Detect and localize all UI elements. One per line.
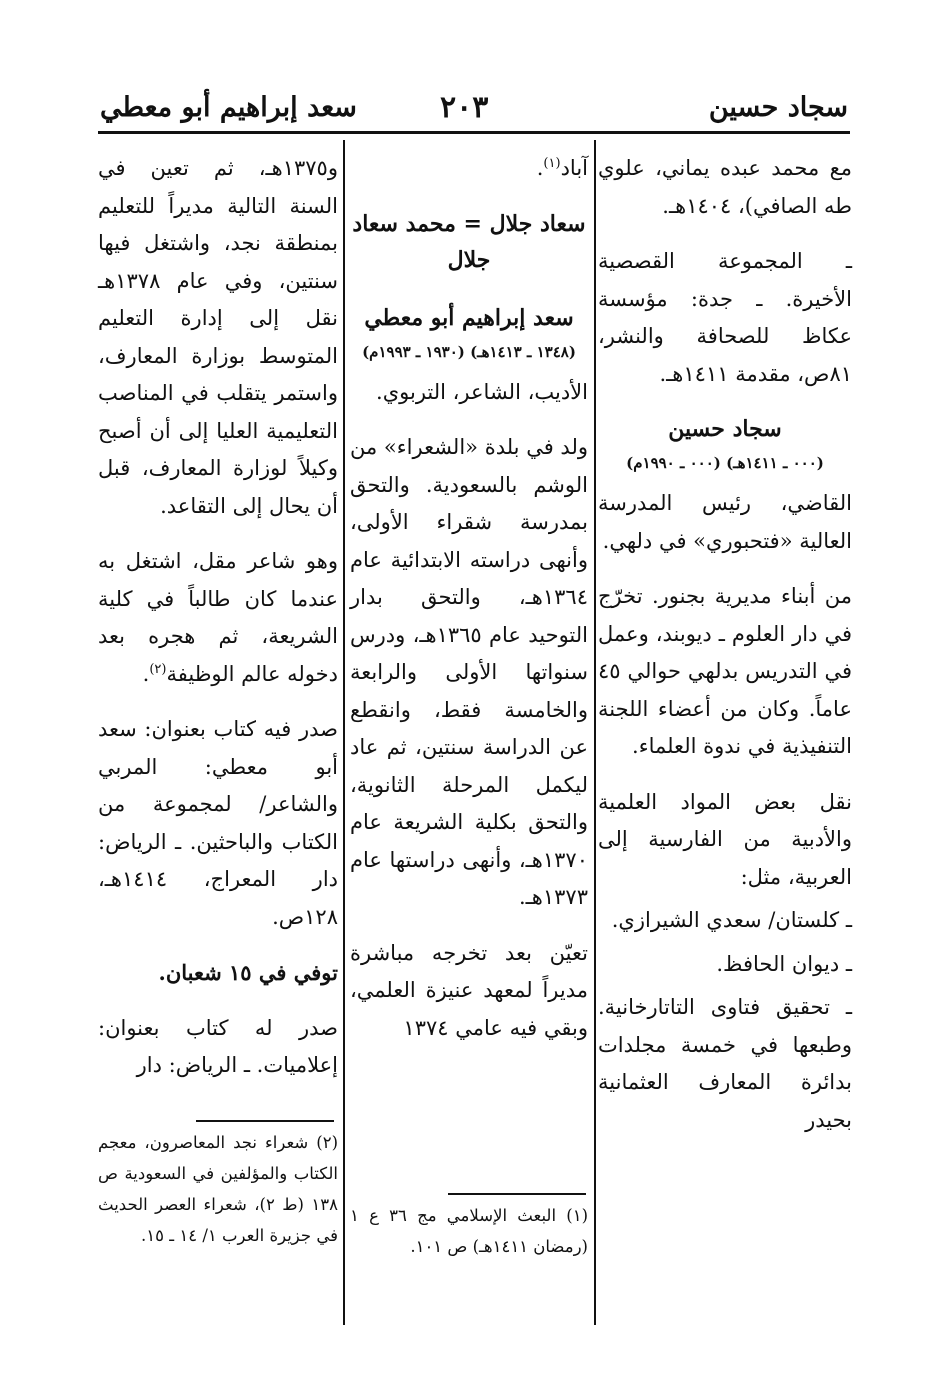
paragraph <box>350 150 588 188</box>
list-item: ـ كلستان/ سعدي الشيرازي. <box>611 908 852 932</box>
paragraph: صدر له كتاب بعنوان: إعلاميات. ـ الرياض: دار <box>98 1015 338 1077</box>
footnote-rule <box>448 1193 586 1195</box>
footnote: (١) البعث الإسلامي مج ٣٦ ع ١ (رمضان ١٤١١هـ) ص ١٠١. <box>350 1206 588 1256</box>
middle-column <box>350 150 588 1065</box>
footnote-marker: (١) <box>543 156 561 171</box>
paragraph-text: آباد <box>560 156 588 180</box>
footnote: (٢) شعراء نجد المعاصرون، معجم الكتاب والمؤلفين في السعودية ص ١٣٨ (ط ٢)، شعراء العصر الحديث في جزيرة العرب ١/ ١٤ ـ ١٥. <box>98 1133 339 1245</box>
entry-title: سجاد حسين <box>668 416 782 442</box>
header-rule <box>98 131 850 134</box>
entry-title: سعد إبراهيم أبو معطي <box>364 304 574 331</box>
paragraph <box>98 543 338 693</box>
cross-reference: سعاد جلال = محمد سعاد جلال <box>352 210 586 273</box>
entry-dates: (١٣٤٨ ـ ١٤١٣هـ) (١٩٣٠ ـ ١٩٩٣م) <box>362 342 576 361</box>
paragraph: و١٣٧٥هـ، ثم تعين في السنة التالية مديراً للتعليم بمنطقة نجد، واشتغل فيها سنتين، وفي عام ١٣٧٨هـ نقل إلى إدارة التعليم المتوسط بوزارة المعارف، واستمر يتقلب في المناصب التعليمية العليا إلى أن أصبح وكيلاً لوزارة المعارف، قبل أن يحال إلى التقاعد. <box>98 156 338 518</box>
paragraph-end: . <box>142 661 150 686</box>
paragraph-end: . <box>536 156 544 180</box>
running-header-right: سجاد حسين <box>708 92 848 123</box>
left-column <box>98 150 338 1103</box>
footnote-rule <box>196 1120 334 1122</box>
paragraph: القاضي، رئيس المدرسة العالية «فتحبوري» في دلهي. <box>598 491 852 553</box>
paragraph: صدر فيه كتاب بعنوان: سعد أبو معطي: المربي والشاعر/ لمجموعة من الكتاب والباحثين. ـ الرياض: دار المعراج، ١٤١٤هـ، ١٢٨ص. <box>98 717 338 929</box>
running-header-left: سعد إبراهيم أبو معطي <box>100 92 357 123</box>
paragraph: نقل بعض المواد العلمية والأدبية من الفارسية إلى العربية، مثل: <box>598 789 852 889</box>
column-divider-right <box>594 140 596 1325</box>
entry-dates: (٠٠٠ ـ ١٤١١هـ) (٠٠٠ ـ ١٩٩٠م) <box>626 454 824 472</box>
paragraph: تعيّن بعد تخرجه مباشرة مديراً لمعهد عنيزة العلمي، وبقي فيه عامي ١٣٧٤ <box>350 940 588 1040</box>
list-item: ـ ديوان الحافظ. <box>716 951 852 976</box>
footnote-marker: (٢) <box>149 661 167 677</box>
list-item: ـ تحقيق فتاوى التاتارخانية. وطبعها في خمسة مجلدات بدائرة المعارف العثمانية بحيدر <box>598 995 852 1132</box>
column-divider-left <box>343 140 345 1325</box>
paragraph: توفي في ١٥ شعبان. <box>158 960 338 985</box>
paragraph: من أبناء مديرية بجنور. تخرّج في دار العلوم ـ ديوبند، وعمل في التدريس بدلهي حوالي ٤٥ عاماً. وكان من أعضاء اللجنة التنفيذية في ندوة العلماء. <box>598 584 852 758</box>
paragraph: ولد في بلدة «الشعراء» من الوشم بالسعودية. والتحق بمدرسة شقراء الأولى، وأنهى دراسته الابتدائية عام ١٣٦٤هـ، والتحق بدار التوحيد عام ١٣٦٥هـ، ودرس سنواتها الأولى والرابعة والخامسة فقط، وانقطع عن الدراسة سنتين، ثم عاد ليكمل المرحلة الثانوية، والتحق بكلية الشريعة عام ١٣٧٠هـ، وأنهى دراستها عام ١٣٧٣هـ. <box>350 435 588 909</box>
paragraph-text: وهو شاعر مقل، اشتغل به عندما كان طالباً في كلية الشريعة، ثم هجره بعد دخوله عالم الوظيفة <box>98 549 338 686</box>
page-number: ٢٠٣ <box>440 90 489 125</box>
paragraph: مع محمد عبده يماني، علوي طه الصافي)، ١٤٠٤هـ. <box>598 156 852 218</box>
paragraph: الأديب، الشاعر، التربوي. <box>376 379 588 404</box>
right-column <box>598 150 852 1145</box>
paragraph: ـ المجموعة القصصية الأخيرة. ـ جدة: مؤسسة عكاظ للصحافة والنشر، ٨١ص، مقدمة ١٤١١هـ. <box>598 249 852 386</box>
